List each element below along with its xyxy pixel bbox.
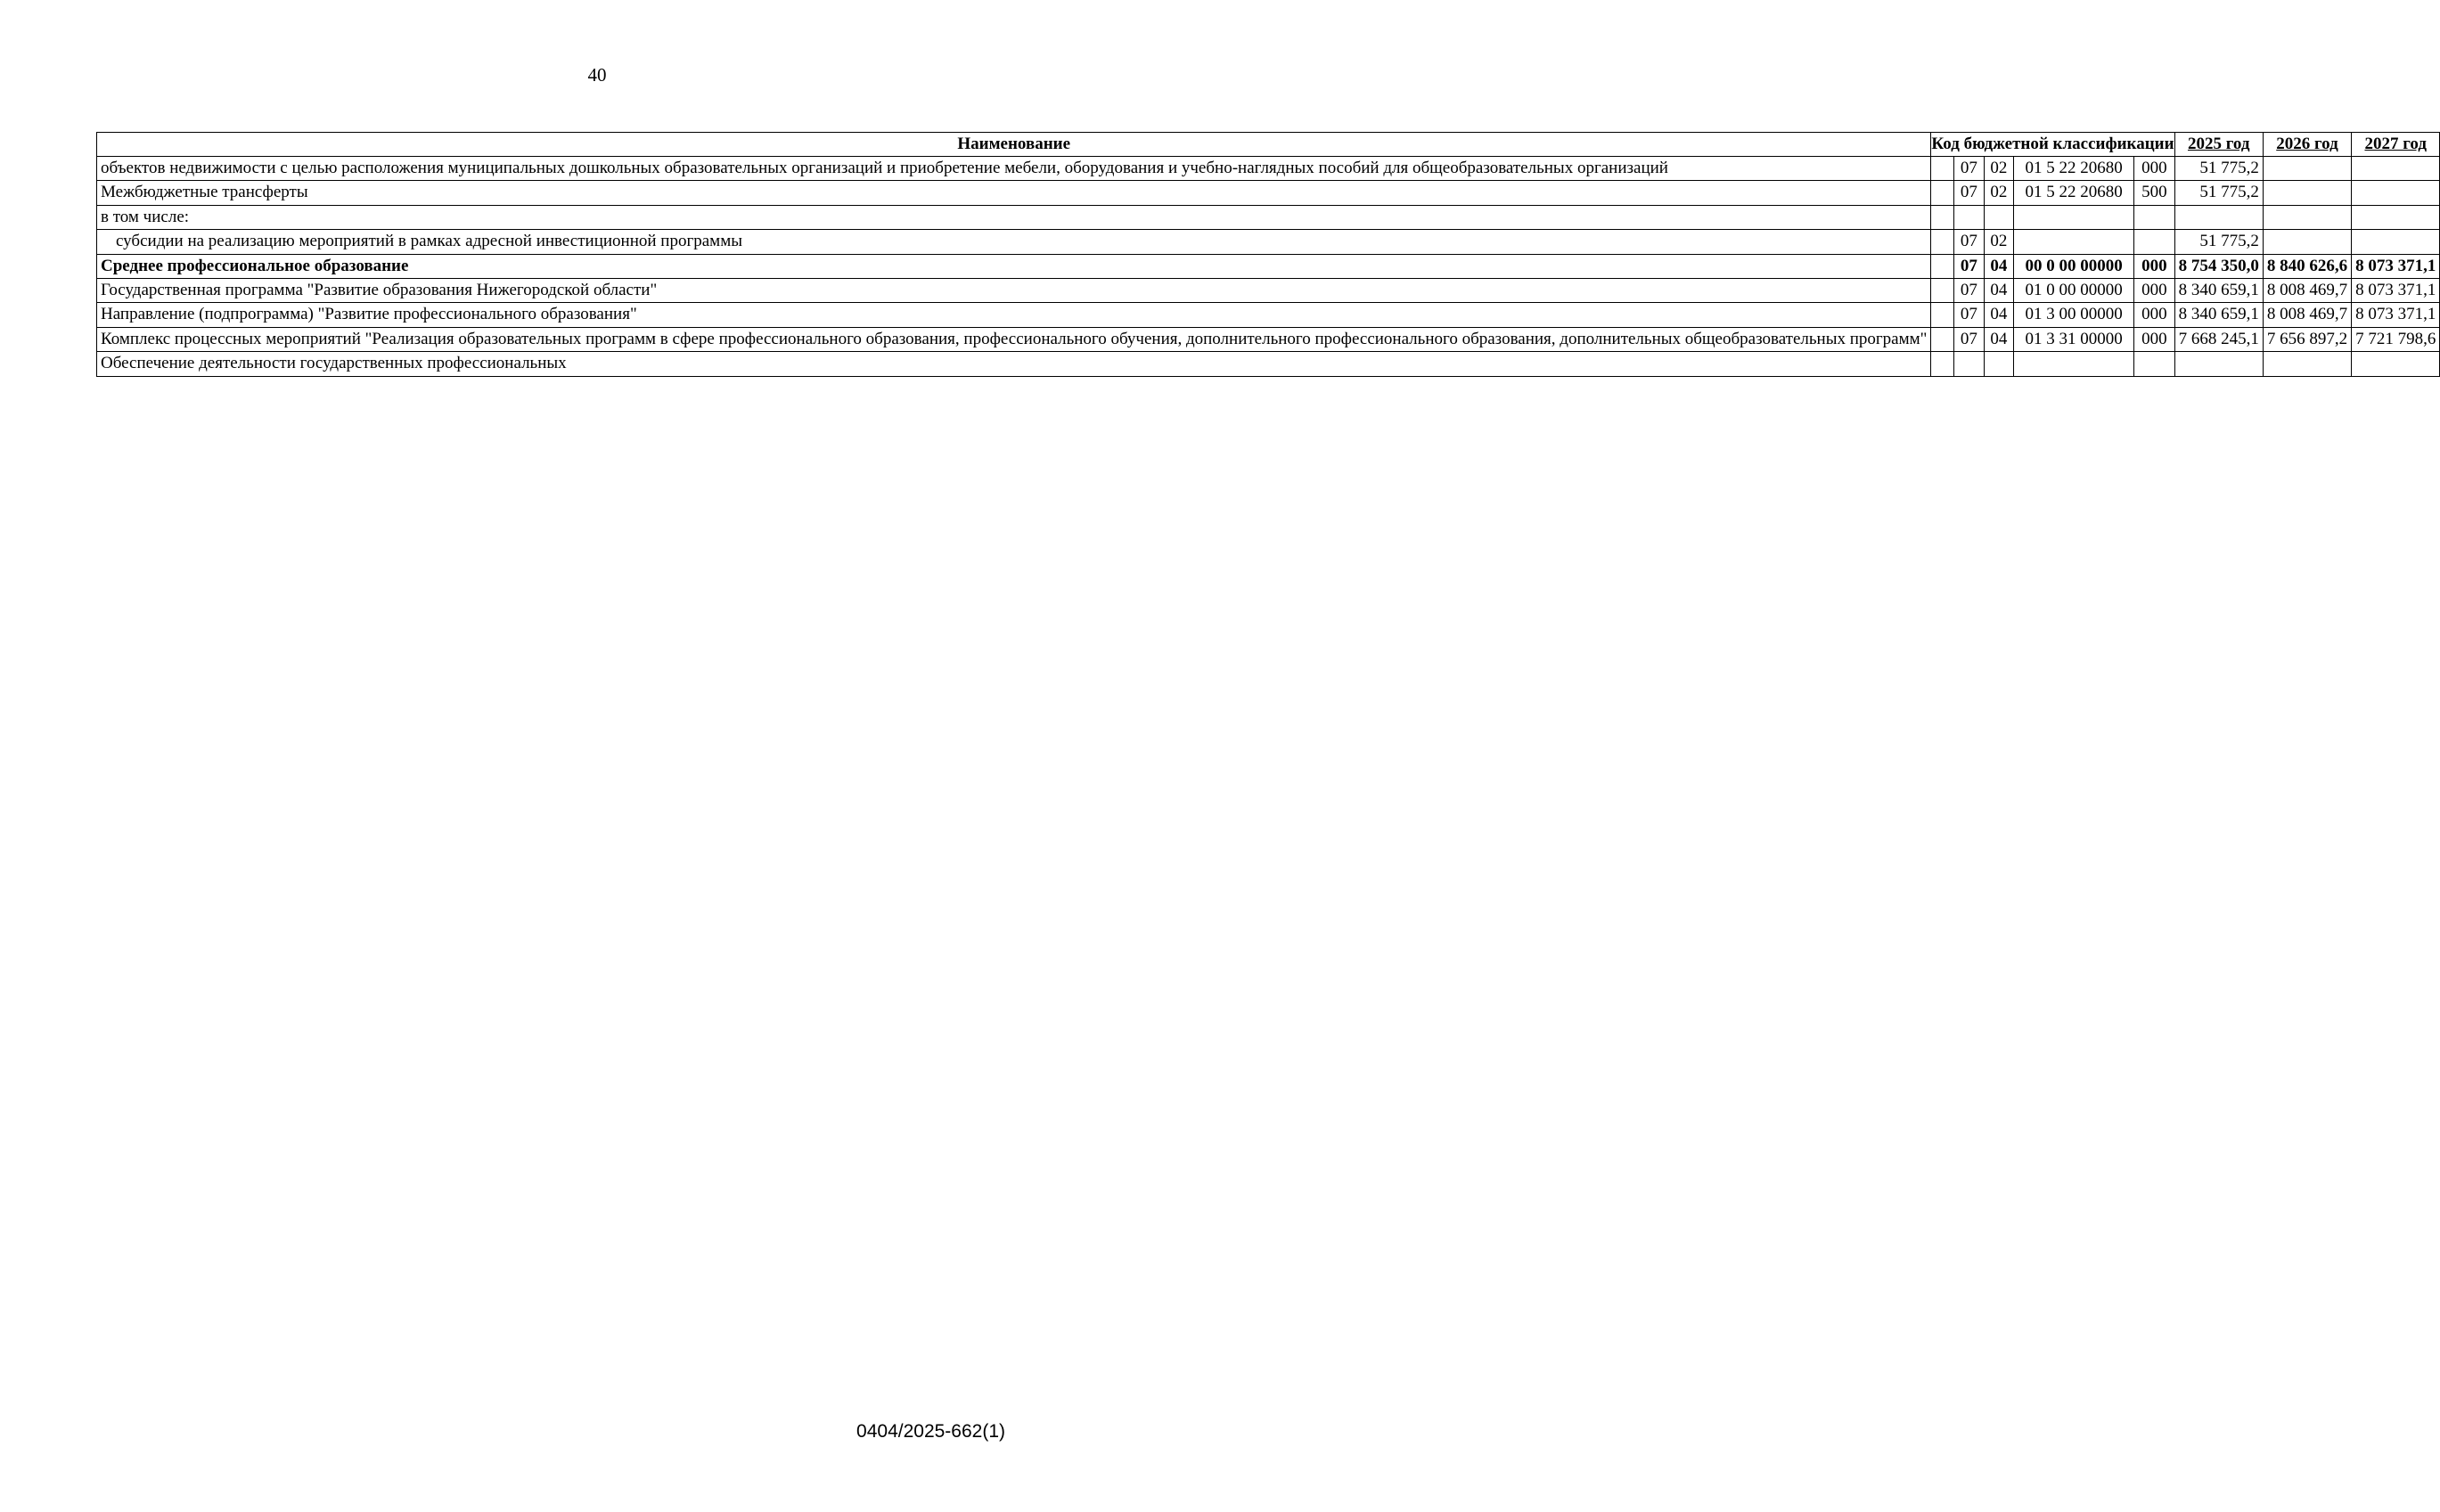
row-value-2025: 51 775,2 <box>2174 230 2263 254</box>
header-year-2025: 2025 год <box>2174 133 2263 157</box>
row-code-section <box>1954 205 1984 229</box>
table-row <box>97 230 2440 254</box>
row-code-expense-type <box>2134 352 2175 376</box>
row-code-1 <box>1931 279 1954 303</box>
row-code-1 <box>1931 254 1954 278</box>
row-code-expense-type: 000 <box>2134 157 2175 181</box>
row-code-target: 01 3 00 00000 <box>2014 303 2134 327</box>
row-code-expense-type: 000 <box>2134 327 2175 351</box>
row-code-subsection: 02 <box>1984 230 2013 254</box>
row-value-2026 <box>2263 205 2351 229</box>
row-code-1 <box>1931 352 1954 376</box>
row-name: Государственная программа "Развитие образования Нижегородской области" <box>97 279 1931 303</box>
row-code-1 <box>1931 157 1954 181</box>
row-code-target <box>2014 205 2134 229</box>
row-code-expense-type: 500 <box>2134 181 2175 205</box>
row-name: в том числе: <box>97 205 1931 229</box>
row-value-2026 <box>2263 230 2351 254</box>
row-value-2025: 8 340 659,1 <box>2174 279 2263 303</box>
table-row <box>97 327 2440 351</box>
row-value-2026: 8 840 626,6 <box>2263 254 2351 278</box>
row-code-target: 01 0 00 00000 <box>2014 279 2134 303</box>
row-value-2027: 8 073 371,1 <box>2352 254 2440 278</box>
row-value-2025 <box>2174 352 2263 376</box>
row-value-2026 <box>2263 352 2351 376</box>
row-name: Комплекс процессных мероприятий "Реализация образовательных программ в сфере профессионального образования, профессионального обучения, дополнительного профессионального образования, дополнительных общеобразовательных программ" <box>97 327 1931 351</box>
row-value-2026: 8 008 469,7 <box>2263 279 2351 303</box>
row-value-2027 <box>2352 157 2440 181</box>
row-value-2025: 8 754 350,0 <box>2174 254 2263 278</box>
header-name: Наименование <box>97 133 1931 157</box>
row-code-subsection: 04 <box>1984 279 2013 303</box>
row-code-section: 07 <box>1954 327 1984 351</box>
row-code-section: 07 <box>1954 254 1984 278</box>
row-code-1 <box>1931 327 1954 351</box>
row-code-1 <box>1931 230 1954 254</box>
header-budget-code: Код бюджетной классификации <box>1931 133 2174 157</box>
row-code-section <box>1954 352 1984 376</box>
row-code-target <box>2014 352 2134 376</box>
row-code-subsection: 04 <box>1984 327 2013 351</box>
row-code-target: 00 0 00 00000 <box>2014 254 2134 278</box>
row-name: Обеспечение деятельности государственных профессиональных <box>97 352 1931 376</box>
document-id: 0404/2025-662(1) <box>856 1421 1005 1442</box>
row-code-expense-type <box>2134 230 2175 254</box>
row-name: Направление (подпрограмма) "Развитие профессионального образования" <box>97 303 1931 327</box>
row-code-section: 07 <box>1954 279 1984 303</box>
row-value-2026 <box>2263 181 2351 205</box>
row-value-2027 <box>2352 352 2440 376</box>
row-name: Межбюджетные трансферты <box>97 181 1931 205</box>
table-row <box>97 303 2440 327</box>
row-value-2027: 7 721 798,6 <box>2352 327 2440 351</box>
row-code-target: 01 5 22 20680 <box>2014 181 2134 205</box>
header-year-2026: 2026 год <box>2263 133 2351 157</box>
row-value-2027: 8 073 371,1 <box>2352 279 2440 303</box>
row-code-expense-type: 000 <box>2134 254 2175 278</box>
table-header-row <box>97 133 2440 157</box>
row-code-target <box>2014 230 2134 254</box>
row-name: объектов недвижимости с целью расположения муниципальных дошкольных образовательных организаций и приобретение мебели, оборудования и учебно-наглядных пособий для общеобразовательных организаций <box>97 157 1931 181</box>
row-value-2027: 8 073 371,1 <box>2352 303 2440 327</box>
row-value-2027 <box>2352 205 2440 229</box>
row-value-2025: 8 340 659,1 <box>2174 303 2263 327</box>
row-value-2026 <box>2263 157 2351 181</box>
row-code-1 <box>1931 303 1954 327</box>
page-number: 40 <box>587 64 607 86</box>
row-code-1 <box>1931 181 1954 205</box>
row-value-2025 <box>2174 205 2263 229</box>
row-code-expense-type <box>2134 205 2175 229</box>
table-row <box>97 157 2440 181</box>
row-value-2027 <box>2352 181 2440 205</box>
table-row <box>97 181 2440 205</box>
table-row <box>97 205 2440 229</box>
row-code-section: 07 <box>1954 303 1984 327</box>
budget-table <box>96 132 2440 377</box>
row-name-indented: субсидии на реализацию мероприятий в рамках адресной инвестиционной программы <box>116 232 742 251</box>
row-code-section: 07 <box>1954 181 1984 205</box>
row-code-target: 01 3 31 00000 <box>2014 327 2134 351</box>
row-code-section: 07 <box>1954 230 1984 254</box>
row-code-subsection: 04 <box>1984 254 2013 278</box>
row-name <box>97 230 1931 254</box>
row-code-subsection <box>1984 352 2013 376</box>
row-code-subsection: 04 <box>1984 303 2013 327</box>
row-value-2025: 51 775,2 <box>2174 157 2263 181</box>
row-code-subsection: 02 <box>1984 181 2013 205</box>
table-row <box>97 352 2440 376</box>
row-value-2026: 7 656 897,2 <box>2263 327 2351 351</box>
table-row <box>97 279 2440 303</box>
row-code-expense-type: 000 <box>2134 303 2175 327</box>
row-code-section: 07 <box>1954 157 1984 181</box>
row-code-expense-type: 000 <box>2134 279 2175 303</box>
header-year-2027: 2027 год <box>2352 133 2440 157</box>
row-code-1 <box>1931 205 1954 229</box>
row-value-2027 <box>2352 230 2440 254</box>
row-code-subsection <box>1984 205 2013 229</box>
row-code-subsection: 02 <box>1984 157 2013 181</box>
row-value-2025: 7 668 245,1 <box>2174 327 2263 351</box>
row-name: Среднее профессиональное образование <box>97 254 1931 278</box>
table-row-section-total <box>97 254 2440 278</box>
row-code-target: 01 5 22 20680 <box>2014 157 2134 181</box>
row-value-2025: 51 775,2 <box>2174 181 2263 205</box>
row-value-2026: 8 008 469,7 <box>2263 303 2351 327</box>
